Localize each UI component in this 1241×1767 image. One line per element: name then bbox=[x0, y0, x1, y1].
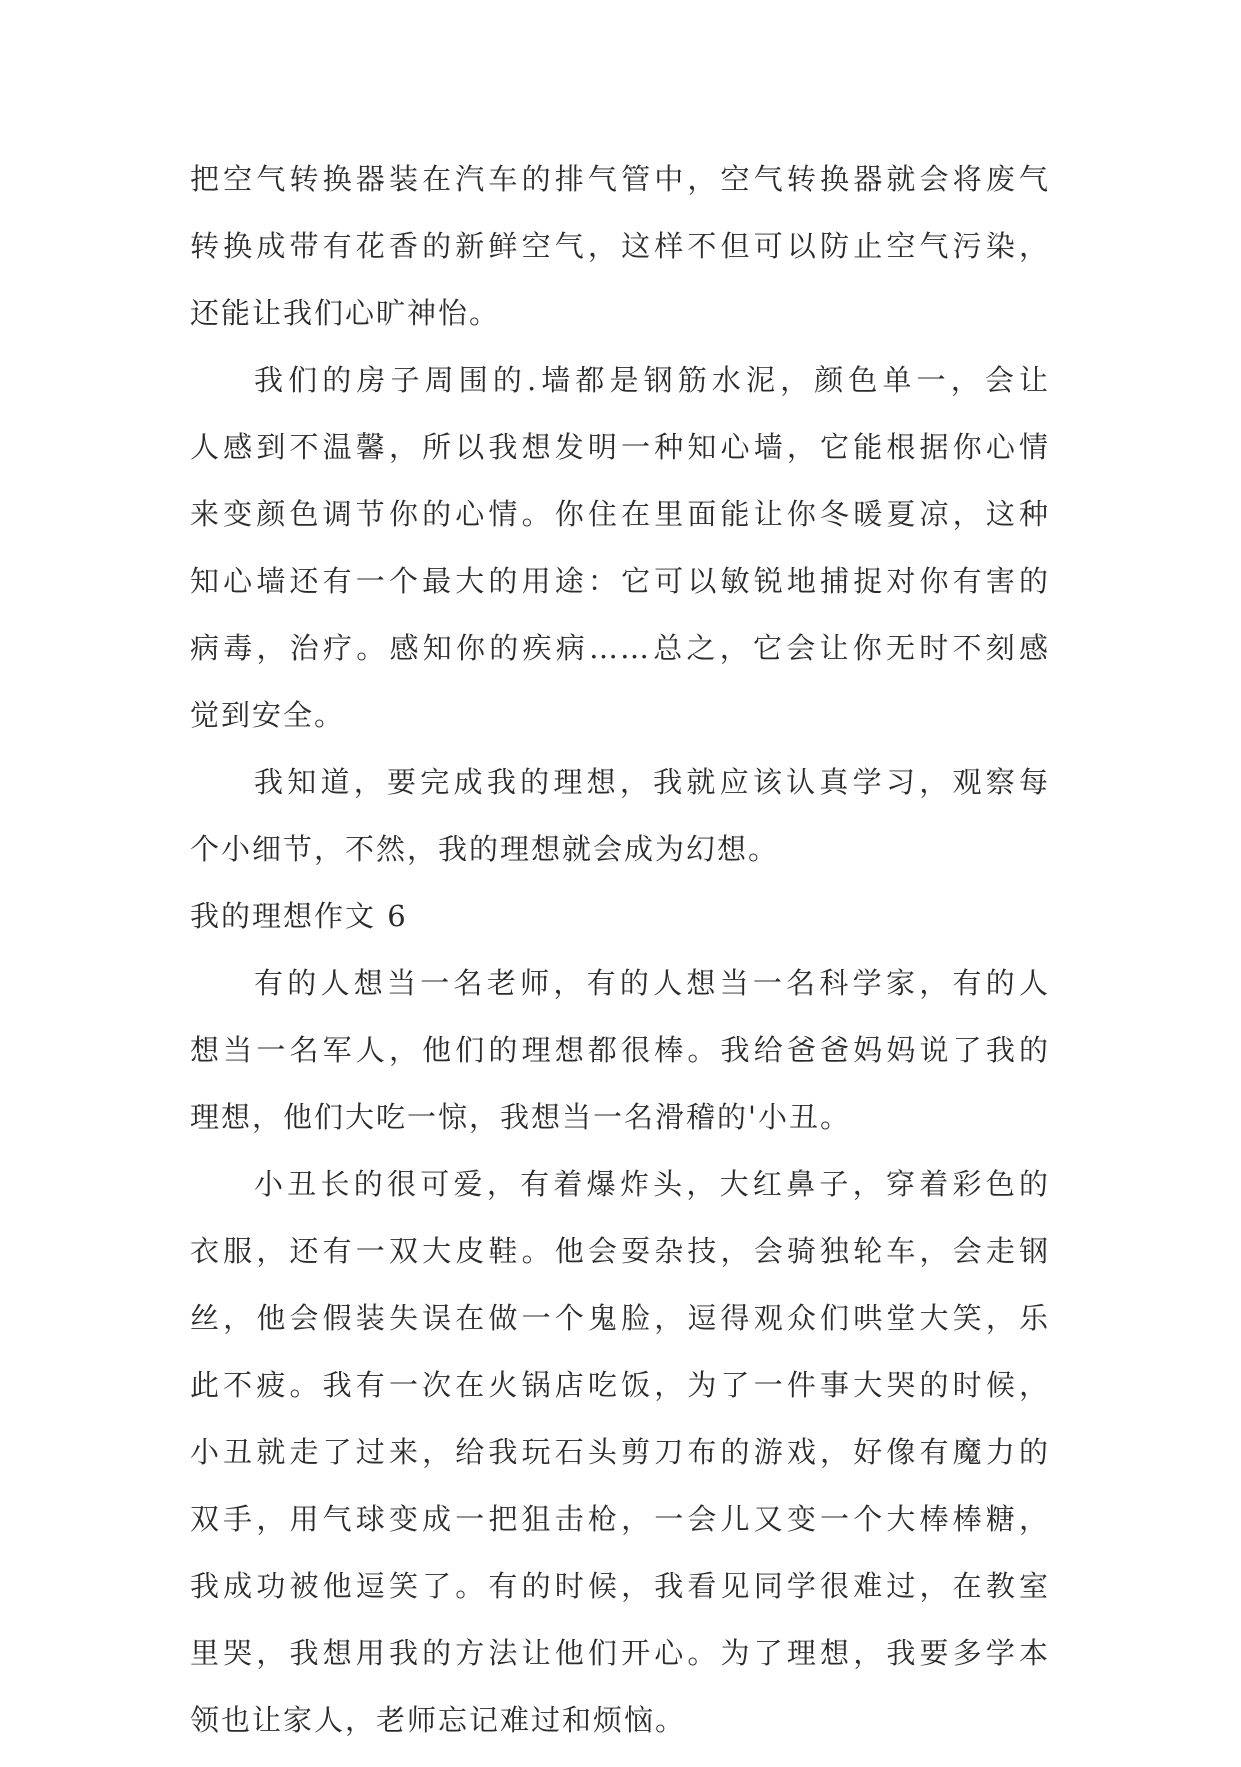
text-line: 人感到不温馨，所以我想发明一种知心墙，它能根据你心情 bbox=[190, 430, 1050, 464]
document-body bbox=[190, 159, 1050, 1767]
text-line: 丝，他会假装失误在做一个鬼脸，逗得观众们哄堂大笑，乐 bbox=[190, 1301, 1050, 1335]
text-line: 里哭，我想用我的方法让他们开心。为了理想，我要多学本 bbox=[190, 1636, 1050, 1670]
text-line: 小丑就走了过来，给我玩石头剪刀布的游戏，好像有魔力的 bbox=[190, 1435, 1050, 1469]
text-line: 知心墙还有一个最大的用途：它可以敏锐地捕捉对你有害的 bbox=[190, 564, 1050, 598]
text-line: 我知道，要完成我的理想，我就应该认真学习，观察每 bbox=[254, 765, 1050, 799]
text-line: 衣服，还有一双大皮鞋。他会耍杂技，会骑独轮车，会走钢 bbox=[190, 1234, 1050, 1268]
text-line: 想当一名军人，他们的理想都很棒。我给爸爸妈妈说了我的 bbox=[190, 1033, 1050, 1067]
text-line: 我们的房子周围的.墙都是钢筋水泥，颜色单一，会让 bbox=[254, 363, 1050, 397]
text-line: 领也让家人，老师忘记难过和烦恼。 bbox=[190, 1703, 687, 1737]
text-line: 此不疲。我有一次在火锅店吃饭，为了一件事大哭的时候， bbox=[190, 1368, 1050, 1402]
text-line: 小丑长的很可爱，有着爆炸头，大红鼻子，穿着彩色的 bbox=[254, 1167, 1050, 1201]
text-line: 有的人想当一名老师，有的人想当一名科学家，有的人 bbox=[254, 966, 1050, 1000]
text-line: 理想，他们大吃一惊，我想当一名滑稽的'小丑。 bbox=[190, 1100, 851, 1134]
text-line: 还能让我们心旷神怡。 bbox=[190, 296, 501, 330]
text-line: 个小细节，不然，我的理想就会成为幻想。 bbox=[190, 832, 780, 866]
text-line: 双手，用气球变成一把狙击枪，一会儿又变一个大棒棒糖， bbox=[190, 1502, 1050, 1536]
section-heading: 我的理想作文 6 bbox=[190, 899, 408, 933]
text-line: 病毒，治疗。感知你的疾病……总之，它会让你无时不刻感 bbox=[190, 631, 1050, 665]
text-line: 把空气转换器装在汽车的排气管中，空气转换器就会将废气 bbox=[190, 162, 1050, 196]
text-line: 觉到安全。 bbox=[190, 698, 346, 732]
text-line: 转换成带有花香的新鲜空气，这样不但可以防止空气污染， bbox=[190, 229, 1050, 263]
text-line: 来变颜色调节你的心情。你住在里面能让你冬暖夏凉，这种 bbox=[190, 497, 1050, 531]
text-line: 我成功被他逗笑了。有的时候，我看见同学很难过，在教室 bbox=[190, 1569, 1050, 1603]
